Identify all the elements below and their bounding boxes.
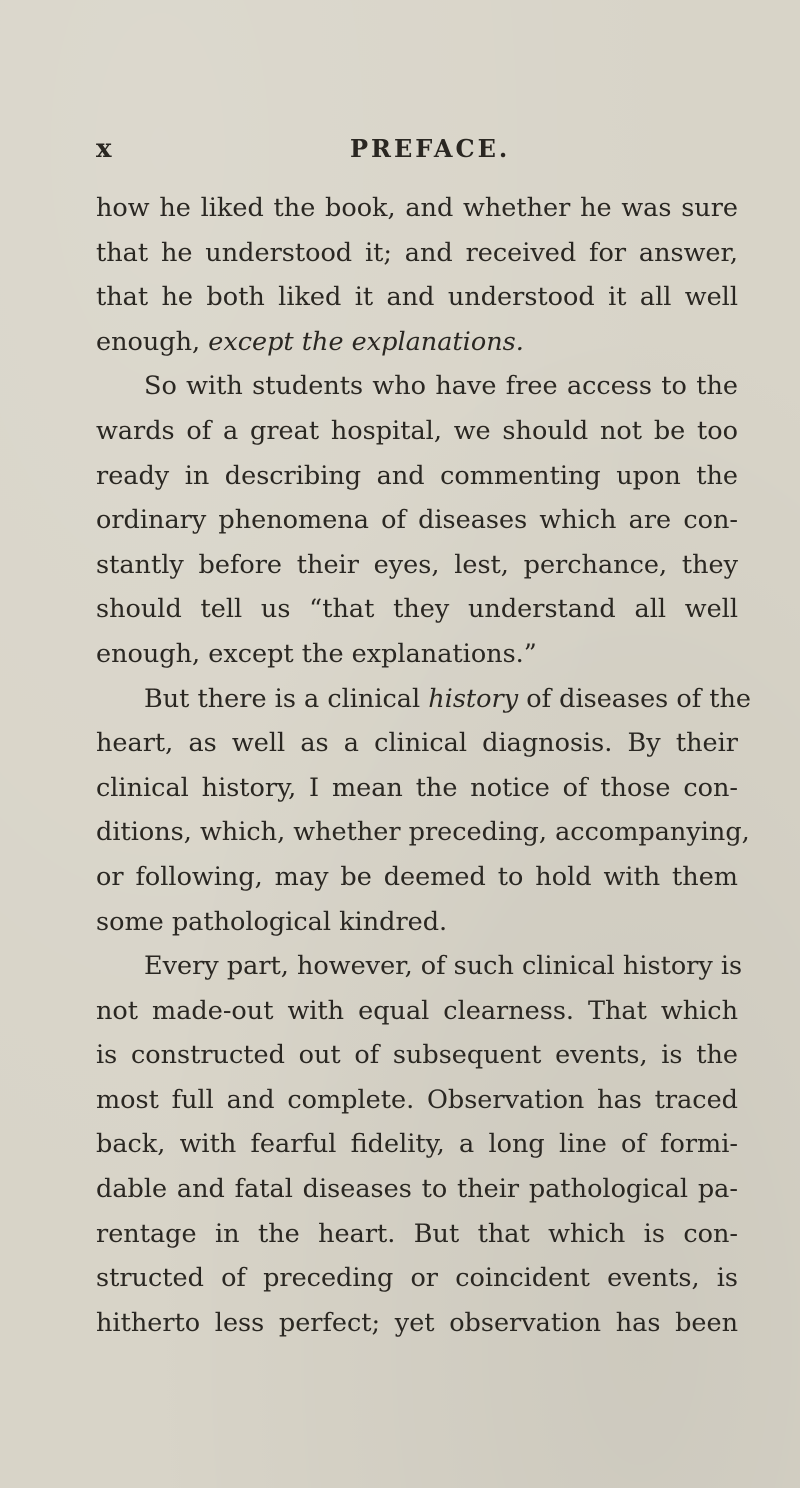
text-line: ordinary phenomena of diseases which are con- <box>96 505 738 536</box>
text-line: dable and fatal diseases to their pathological pa- <box>96 1174 738 1205</box>
text-line: not made-out with equal clearness. That which <box>96 995 738 1026</box>
text-line: heart, as well as a clinical diagnosis. By their <box>96 728 738 759</box>
page-header <box>96 128 704 168</box>
text-fragment: of diseases of the <box>526 683 752 714</box>
text-line: rentage in the heart. But that which is con- <box>96 1218 738 1249</box>
body-text <box>96 186 752 1345</box>
text-line: should tell us “that they understand all well <box>96 594 738 625</box>
text-line: ready in describing and commenting upon the <box>96 460 738 491</box>
text-line: stantly before their eyes, lest, perchance, they <box>96 549 738 580</box>
page-number: x <box>96 134 113 164</box>
text-fragment: But there is a clinical <box>144 683 421 714</box>
text-line: hitherto less perfect; yet observation has been <box>96 1307 738 1338</box>
text-line: is constructed out of subsequent events, is the <box>96 1040 738 1071</box>
text-line: that he both liked it and understood it all well <box>96 282 738 313</box>
italic-word: history <box>428 683 519 714</box>
text-line: ditions, which, whether preceding, accompanying, <box>96 817 750 848</box>
text-fragment: enough, <box>96 326 201 357</box>
text-line <box>96 320 738 365</box>
text-line: some pathological kindred. <box>96 906 448 937</box>
text-line: most full and complete. Observation has traced <box>96 1084 738 1115</box>
text-line: enough, except the explanations.” <box>96 638 537 669</box>
text-line: how he liked the book, and whether he was sure <box>96 193 738 223</box>
text-line: back, with fearful fidelity, a long line of formi- <box>96 1129 738 1160</box>
text-line: or following, may be deemed to hold with them <box>96 861 738 892</box>
text-line: that he understood it; and received for answer, <box>96 237 738 268</box>
text-line <box>96 677 752 722</box>
italic-phrase: except the explanations. <box>208 326 524 357</box>
text-line: structed of preceding or coincident events, is <box>96 1263 738 1294</box>
text-line: wards of a great hospital, we should not be too <box>96 415 738 446</box>
text-line: Every part, however, of such clinical history is <box>144 951 743 982</box>
text-line: So with students who have free access to the <box>144 371 738 402</box>
running-title: PREFACE. <box>350 134 511 163</box>
text-line: clinical history, I mean the notice of those con- <box>96 772 738 803</box>
